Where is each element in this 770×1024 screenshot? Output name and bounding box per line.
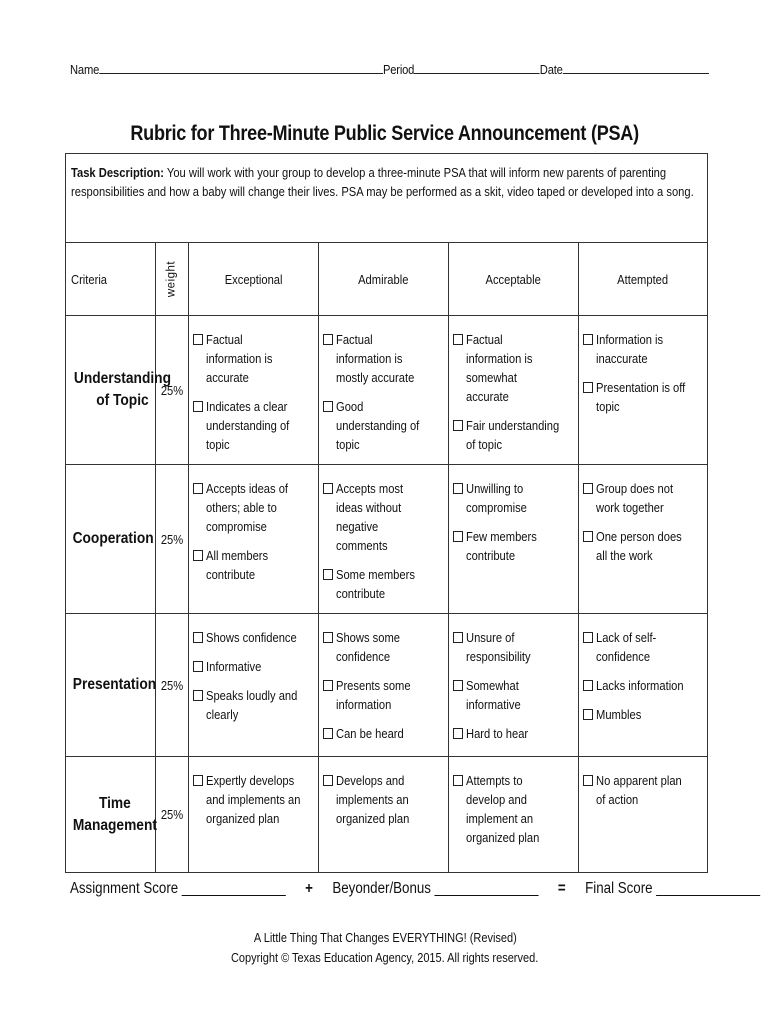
name-label: Name — [70, 62, 100, 77]
checkbox-item-label: Speaks loudly and clearly — [206, 688, 298, 722]
plus-sign: + — [305, 880, 313, 897]
cell-attempted — [579, 614, 708, 757]
score-line — [70, 880, 761, 898]
checkbox-item[interactable] — [583, 527, 705, 565]
checkbox-item-label: Accepts ideas of others; able to compromise — [206, 481, 289, 534]
cell-exceptional — [189, 465, 319, 614]
checkbox-item[interactable] — [323, 771, 446, 828]
cell-exceptional — [189, 614, 319, 757]
task-text: You will work with your group to develop a three-minute PSA that will inform new parents of parenting responsibilities and how a baby will change their lives. PSA may be performed as a skit, video taped or developed into a song. — [71, 165, 694, 199]
checkbox-item-label: Information is inaccurate — [596, 332, 664, 366]
checkbox-item-label: Good understanding of topic — [336, 399, 420, 452]
checkbox-item-label: Presentation is off topic — [596, 380, 686, 414]
weight-value: 25% — [156, 465, 189, 614]
checkbox-item-label: Mumbles — [596, 707, 642, 722]
checkbox-item-label: Fair understanding of topic — [466, 418, 560, 452]
cell-admirable — [319, 757, 449, 873]
assignment-score-field[interactable]: ______________ — [181, 880, 286, 897]
checkbox-item-label: Expertly develops and implements an organized plan — [206, 773, 301, 826]
checkbox-item-label: Factual information is somewhat accurate — [466, 332, 533, 404]
rubric-row-presentation — [66, 614, 708, 757]
cell-attempted — [579, 316, 708, 465]
checkbox-item[interactable] — [323, 479, 446, 555]
cell-admirable — [319, 465, 449, 614]
cell-acceptable — [449, 316, 579, 465]
checkbox-item-label: Group does not work together — [596, 481, 674, 515]
student-info-line — [70, 62, 610, 77]
checkbox-item[interactable] — [193, 657, 316, 676]
footer-line-1: A Little Thing That Changes EVERYTHING! (Revised) — [253, 931, 517, 945]
cell-attempted — [579, 757, 708, 873]
checkbox-item-label: Lacks information — [596, 678, 684, 693]
name-field[interactable] — [99, 62, 383, 74]
cell-acceptable — [449, 465, 579, 614]
checkbox-item-label: Unsure of responsibility — [466, 630, 531, 664]
level-header-exceptional: Exceptional — [189, 243, 319, 316]
checkbox-item[interactable] — [323, 628, 446, 666]
final-score-field[interactable]: ______________ — [656, 880, 761, 897]
checkbox-item[interactable] — [453, 479, 576, 517]
checkbox-item[interactable] — [583, 330, 705, 368]
checkbox-item-label: Attempts to develop and implement an organized plan — [466, 773, 540, 845]
task-label: Task Description: — [71, 165, 164, 180]
checkbox-item[interactable] — [453, 676, 576, 714]
checkbox-item-label: Informative — [206, 659, 262, 674]
checkbox-item[interactable] — [453, 724, 576, 743]
footer — [0, 928, 770, 968]
checkbox-item-label: Indicates a clear understanding of topic — [206, 399, 290, 452]
assignment-score-label: Assignment Score — [70, 880, 179, 897]
copyright-text: Copyright © Texas Education Agency, 2015. All rights reserved. — [231, 951, 539, 965]
checkbox-item-label: Lack of self-confidence — [596, 630, 657, 664]
checkbox-item-label: One person does all the work — [596, 529, 682, 563]
weight-value: 25% — [156, 614, 189, 757]
checkbox-item[interactable] — [453, 628, 576, 666]
cell-exceptional — [189, 316, 319, 465]
weight-value: 25% — [156, 757, 189, 873]
checkbox-item[interactable] — [193, 628, 316, 647]
checkbox-item-label: Presents some information — [336, 678, 411, 712]
page-title: Rubric for Three-Minute Public Service Announcement (PSA) — [130, 122, 640, 145]
level-header-admirable: Admirable — [319, 243, 449, 316]
criteria-header: Criteria — [66, 243, 156, 316]
checkbox-item[interactable] — [453, 771, 576, 847]
final-score-label: Final Score — [585, 880, 653, 897]
checkbox-item-label: All members contribute — [206, 548, 269, 582]
cell-acceptable — [449, 614, 579, 757]
checkbox-item[interactable] — [583, 676, 705, 695]
checkbox-item[interactable] — [323, 724, 446, 743]
checkbox-item-label: Factual information is mostly accurate — [336, 332, 415, 385]
checkbox-item-label: Shows confidence — [206, 630, 297, 645]
cell-attempted — [579, 465, 708, 614]
period-field[interactable] — [414, 62, 540, 74]
level-header-attempted: Attempted — [579, 243, 708, 316]
checkbox-item[interactable] — [323, 565, 446, 603]
weight-header: weight — [156, 243, 189, 316]
bonus-score-field[interactable]: ______________ — [434, 880, 539, 897]
checkbox-item[interactable] — [583, 771, 705, 809]
checkbox-item[interactable] — [323, 397, 446, 454]
cell-acceptable — [449, 757, 579, 873]
period-label: Period — [382, 62, 415, 77]
checkbox-item[interactable] — [193, 771, 316, 828]
checkbox-item[interactable] — [193, 330, 316, 387]
checkbox-item[interactable] — [193, 397, 316, 454]
checkbox-item[interactable] — [323, 330, 446, 387]
checkbox-item[interactable] — [583, 628, 705, 666]
weight-value: 25% — [156, 316, 189, 465]
checkbox-item[interactable] — [453, 416, 576, 454]
checkbox-item[interactable] — [453, 527, 576, 565]
checkbox-item-label: Factual information is accurate — [206, 332, 273, 385]
checkbox-item-label: Hard to hear — [466, 726, 529, 741]
rubric-row-understanding — [66, 316, 708, 465]
checkbox-item-label: Can be heard — [336, 726, 404, 741]
cell-admirable — [319, 614, 449, 757]
criterion-label: Cooperation — [66, 465, 156, 614]
checkbox-item[interactable] — [193, 686, 316, 724]
checkbox-item-label: Develops and implements an organized plan — [336, 773, 410, 826]
checkbox-item-label: Few members contribute — [466, 529, 537, 563]
checkbox-item[interactable] — [323, 676, 446, 714]
criterion-label: Presentation — [66, 614, 156, 757]
checkbox-item[interactable] — [583, 705, 705, 724]
checkbox-item[interactable] — [583, 378, 705, 416]
equals-sign: = — [557, 880, 566, 897]
checkbox-item-label: Some members contribute — [336, 567, 415, 601]
criterion-label: Time Management — [66, 757, 156, 873]
checkbox-item-label: No apparent plan of action — [596, 773, 682, 807]
checkbox-item[interactable] — [193, 479, 316, 536]
checkbox-item[interactable] — [583, 479, 705, 517]
rubric-row-cooperation — [66, 465, 708, 614]
checkbox-item-label: Accepts most ideas without negative comments — [336, 481, 404, 553]
task-description — [66, 154, 708, 243]
rubric-row-time-management — [66, 757, 708, 873]
date-label: Date — [539, 62, 563, 77]
header-row — [66, 243, 708, 316]
bonus-label: Beyonder/Bonus — [332, 880, 431, 897]
checkbox-item-label: Shows some confidence — [336, 630, 401, 664]
cell-exceptional — [189, 757, 319, 873]
checkbox-item[interactable] — [453, 330, 576, 406]
checkbox-item[interactable] — [193, 546, 316, 584]
date-field[interactable] — [563, 62, 709, 74]
checkbox-item-label: Somewhat informative — [466, 678, 521, 712]
level-header-acceptable: Acceptable — [449, 243, 579, 316]
criterion-label: Understanding of Topic — [66, 316, 156, 465]
rubric-table — [65, 153, 708, 873]
cell-admirable — [319, 316, 449, 465]
checkbox-item-label: Unwilling to compromise — [466, 481, 527, 515]
